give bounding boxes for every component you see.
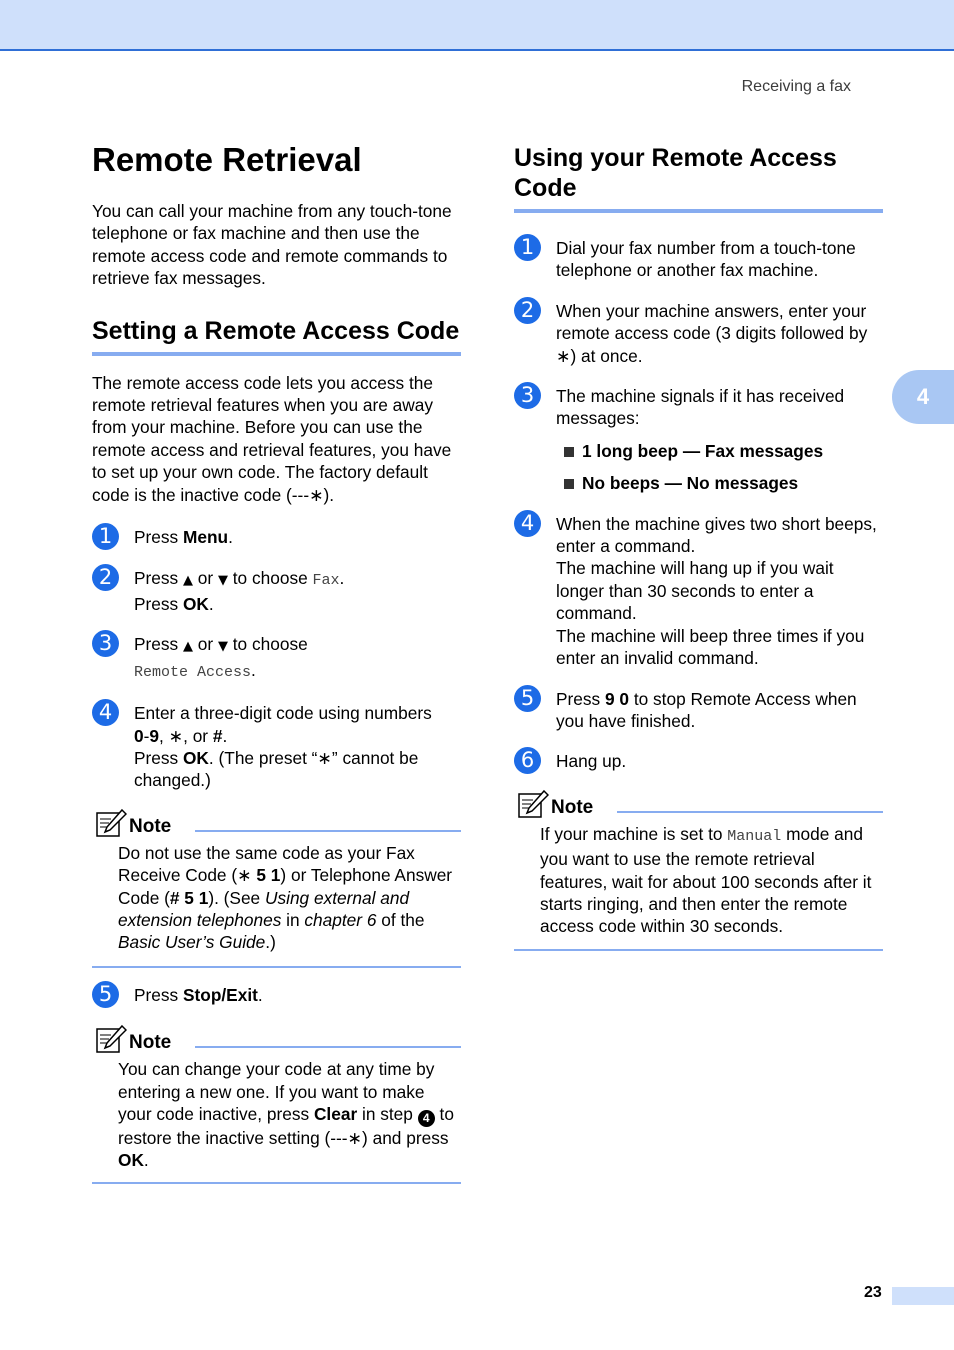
step-number-icon: 4 [514, 510, 541, 537]
step-number-icon: 5 [92, 981, 119, 1008]
right-column [514, 143, 883, 951]
page-number-bar [892, 1287, 954, 1305]
lcd-text-remote-access: Remote Access [134, 663, 252, 681]
key-9-0: 9 0 [604, 688, 630, 709]
note-pencil-icon [95, 808, 127, 838]
lcd-text-manual: Manual [727, 827, 782, 845]
step-number-icon: 3 [92, 630, 119, 657]
intro-paragraph: You can call your machine from any touch-tone telephone or fax machine and then use the remote access code and remote commands to retrieve fax messages. [92, 201, 452, 289]
page-title: Remote Retrieval [92, 141, 362, 178]
step-5: 5 Press Stop/Exit. [92, 984, 461, 1006]
right-step-1: 1 Dial your fax number from a touch-tone telephone or another fax machine. [514, 237, 883, 282]
note-pencil-icon [95, 1024, 127, 1054]
up-arrow-icon: ▲ [182, 573, 193, 589]
step-number-icon: 1 [514, 234, 541, 261]
note-right-text: If your machine is set to Manual mode and you want to use the remote retrieval features, wait for about 100 seconds after it starts ringing, and then enter the remote access code within 30 seconds. [540, 823, 872, 937]
setting-paragraph: The remote access code lets you access the remote retrieval features when you are away from your machine. Before you can use the remote access and retrieval features, you have to set up your own code. The factory default code is the inactive code (---∗). [92, 372, 452, 505]
page-number: 23 [864, 1284, 882, 1301]
running-header: Receiving a fax [741, 78, 851, 95]
key-ok: OK [182, 593, 209, 614]
note-label: Note [551, 796, 594, 818]
step-2: 2 Press ▲ or ▼ to choose Fax. Press OK. [92, 567, 461, 615]
section-heading-setting: Setting a Remote Access Code [92, 316, 461, 356]
square-bullet-icon [564, 479, 574, 489]
note-2-text: You can change your code at any time by entering a new one. If you want to make your code inactive, press Clear in step 4 to restore the inactive setting (---∗) and press OK. [118, 1059, 454, 1171]
note-box-1 [92, 806, 461, 968]
note-label: Note [129, 815, 172, 837]
step-3: 3 Press ▲ or ▼ to choose Remote Access. [92, 633, 461, 684]
key-menu: Menu [182, 527, 229, 548]
bullet-no-messages: No beeps — No messages [514, 472, 883, 494]
right-step-6: 6 Hang up. [514, 750, 883, 772]
bullet-fax-messages: 1 long beep — Fax messages [514, 440, 883, 462]
note-1-text: Do not use the same code as your Fax Receive Code (∗ 5 1) or Telephone Answer Code (# 5 1). (See Using external and extension telephones in chapter 6 of the Basic User’s Guide.) [118, 842, 453, 953]
right-step-3: 3 The machine signals if it has received messages: [514, 385, 883, 430]
up-arrow-icon: ▲ [182, 639, 193, 655]
right-step-2: 2 When your machine answers, enter your remote access code (3 digits followed by ∗) at once. [514, 300, 883, 367]
note-box-right [514, 787, 883, 951]
step-4: 4 Enter a three-digit code using numbers 0-9, ∗, or #. Press OK. (The preset “∗” cannot be changed.) [92, 702, 461, 792]
note-pencil-icon [517, 789, 549, 819]
step-number-icon: 2 [514, 297, 541, 324]
step-reference-icon: 4 [418, 1110, 435, 1127]
left-column [92, 140, 461, 1184]
lcd-text-fax: Fax [312, 572, 340, 590]
note-label: Note [129, 1032, 172, 1054]
down-arrow-icon: ▼ [217, 573, 228, 589]
note-box-2 [92, 1022, 461, 1184]
step-1: 1 Press Menu. [92, 526, 461, 548]
step-number-icon: 3 [514, 382, 541, 409]
right-step-4: 4 When the machine gives two short beeps, enter a command. The machine will hang up if you wait longer than 30 seconds to enter a command. The machine will beep three times if you enter an invalid command. [514, 513, 883, 670]
down-arrow-icon: ▼ [217, 639, 228, 655]
key-ok: OK [182, 747, 209, 768]
square-bullet-icon [564, 447, 574, 457]
step-number-icon: 1 [92, 523, 119, 550]
chapter-tab: 4 [892, 370, 954, 424]
top-banner [0, 0, 954, 51]
key-stop-exit: Stop/Exit [182, 984, 258, 1005]
step-number-icon: 2 [92, 564, 119, 591]
step-number-icon: 6 [514, 747, 541, 774]
right-step-5: 5 Press 9 0 to stop Remote Access when you have finished. [514, 688, 883, 733]
step-number-icon: 5 [514, 685, 541, 712]
step-number-icon: 4 [92, 699, 119, 726]
section-heading-using: Using your Remote Access Code [514, 143, 883, 213]
